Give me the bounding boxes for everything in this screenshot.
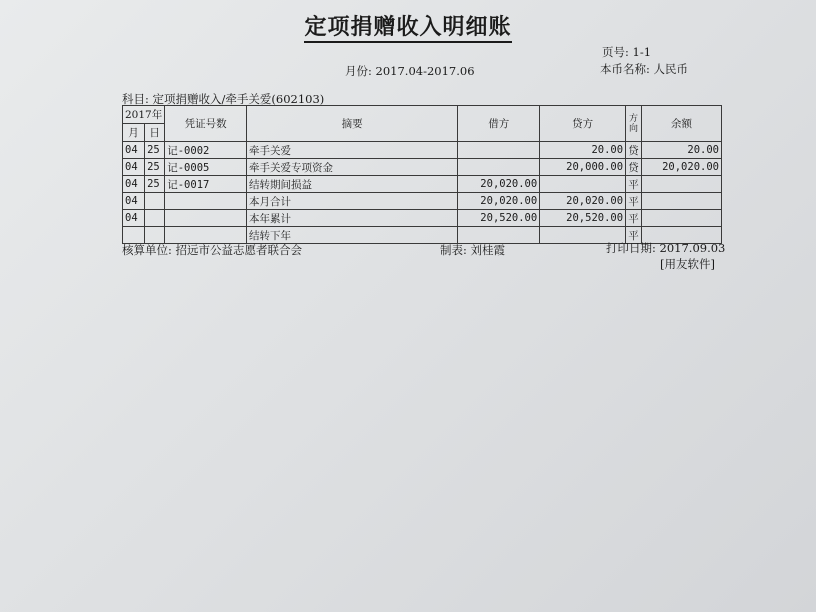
cell-summary: 牵手关爱 bbox=[247, 142, 458, 159]
header-debit: 借方 bbox=[458, 106, 540, 142]
cell-month: 04 bbox=[123, 210, 145, 227]
period: 月份: 2017.04-2017.06 bbox=[345, 64, 475, 78]
cell-debit: 20,020.00 bbox=[458, 176, 540, 193]
cell-debit bbox=[458, 227, 540, 244]
page-number: 页号: 1-1 bbox=[602, 45, 652, 59]
currency-name: 本币名称: 人民币 bbox=[600, 62, 689, 76]
cell-voucher bbox=[165, 210, 247, 227]
cell-direction: 平 bbox=[626, 193, 642, 210]
accounting-unit: 核算单位: 招远市公益志愿者联合会 bbox=[122, 243, 303, 257]
cell-direction: 平 bbox=[626, 176, 642, 193]
cell-summary: 本年累计 bbox=[247, 210, 458, 227]
table-maker: 制表: 刘桂霞 bbox=[440, 243, 506, 257]
cell-month: 04 bbox=[123, 193, 145, 210]
cell-month: 04 bbox=[123, 176, 145, 193]
cell-balance: 20.00 bbox=[642, 142, 722, 159]
cell-month: 04 bbox=[123, 142, 145, 159]
table-row bbox=[123, 176, 722, 193]
header-summary: 摘要 bbox=[247, 106, 458, 142]
ledger-table bbox=[122, 105, 722, 244]
page-title: 定项捐赠收入明细账 bbox=[0, 10, 816, 41]
cell-debit: 20,020.00 bbox=[458, 193, 540, 210]
cell-summary: 本月合计 bbox=[247, 193, 458, 210]
header-month: 月 bbox=[123, 124, 145, 142]
table-row bbox=[123, 193, 722, 210]
account-subject: 科目: 定项捐赠收入/牵手关爱(602103) bbox=[122, 92, 325, 106]
cell-voucher: 记-0005 bbox=[165, 159, 247, 176]
table-row bbox=[123, 210, 722, 227]
header-day: 日 bbox=[145, 124, 165, 142]
header-year: 2017年 bbox=[123, 106, 165, 124]
cell-direction: 贷 bbox=[626, 159, 642, 176]
cell-balance bbox=[642, 176, 722, 193]
cell-summary: 结转期间损益 bbox=[247, 176, 458, 193]
cell-month bbox=[123, 227, 145, 244]
cell-day bbox=[145, 193, 165, 210]
cell-debit bbox=[458, 159, 540, 176]
cell-month: 04 bbox=[123, 159, 145, 176]
cell-voucher bbox=[165, 227, 247, 244]
cell-balance: 20,020.00 bbox=[642, 159, 722, 176]
cell-day: 25 bbox=[145, 142, 165, 159]
cell-direction: 贷 bbox=[626, 142, 642, 159]
cell-credit: 20.00 bbox=[540, 142, 626, 159]
cell-direction: 平 bbox=[626, 227, 642, 244]
cell-credit: 20,000.00 bbox=[540, 159, 626, 176]
cell-balance bbox=[642, 193, 722, 210]
cell-direction: 平 bbox=[626, 210, 642, 227]
cell-credit: 20,520.00 bbox=[540, 210, 626, 227]
cell-credit: 20,020.00 bbox=[540, 193, 626, 210]
table-row bbox=[123, 159, 722, 176]
cell-debit: 20,520.00 bbox=[458, 210, 540, 227]
print-date: 打印日期: 2017.09.03 bbox=[606, 241, 726, 255]
cell-day bbox=[145, 227, 165, 244]
cell-debit bbox=[458, 142, 540, 159]
cell-day: 25 bbox=[145, 176, 165, 193]
header-balance: 余额 bbox=[642, 106, 722, 142]
software-label: [用友软件] bbox=[660, 257, 715, 271]
header-credit: 贷方 bbox=[540, 106, 626, 142]
cell-day bbox=[145, 210, 165, 227]
header-direction: 方向 bbox=[626, 106, 642, 142]
cell-voucher: 记-0017 bbox=[165, 176, 247, 193]
cell-voucher bbox=[165, 193, 247, 210]
table-row bbox=[123, 142, 722, 159]
cell-day: 25 bbox=[145, 159, 165, 176]
cell-voucher: 记-0002 bbox=[165, 142, 247, 159]
header-voucher: 凭证号数 bbox=[165, 106, 247, 142]
cell-summary: 结转下年 bbox=[247, 227, 458, 244]
cell-balance bbox=[642, 210, 722, 227]
cell-summary: 牵手关爱专项资金 bbox=[247, 159, 458, 176]
cell-credit bbox=[540, 176, 626, 193]
